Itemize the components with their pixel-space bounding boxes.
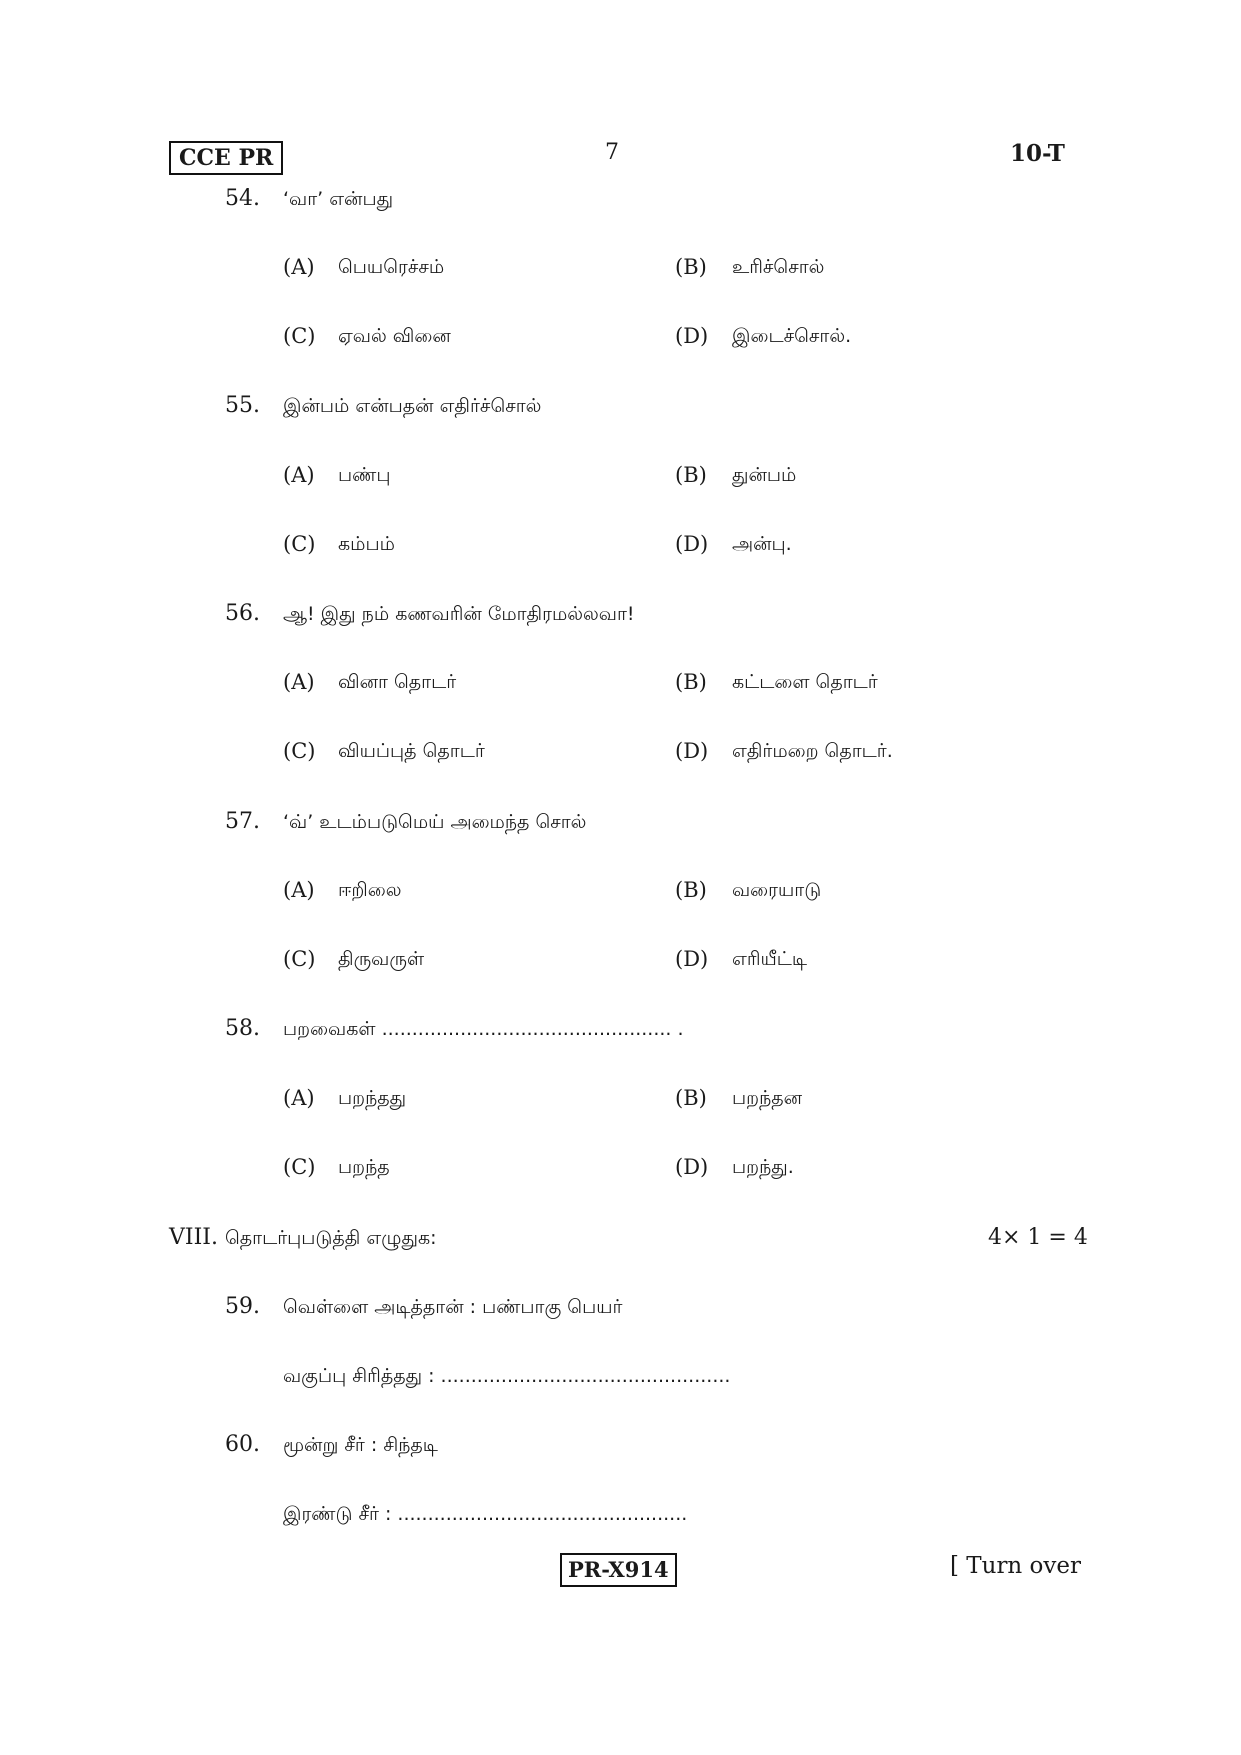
option-text: எதிர்மறை தொடர். (732, 740, 893, 762)
question-text: ‘வா’ என்பது (283, 188, 394, 210)
answer-line: வகுப்பு சிரித்தது : ................................................ (283, 1365, 731, 1387)
question-number: 55. (225, 393, 260, 418)
option-text: பறந்த (338, 1156, 390, 1178)
question-number: 60. (225, 1432, 260, 1457)
option-text: ஈறிலை (338, 879, 402, 901)
option-label: (D) (675, 532, 709, 556)
section-number: VIII. (169, 1225, 218, 1250)
option-text: வினா தொடர் (338, 671, 457, 693)
option-text: வரையாடு (732, 879, 822, 901)
option-text: துன்பம் (732, 464, 797, 486)
paper-code: 10-T (1010, 140, 1065, 167)
section-marks: 4× 1 = 4 (988, 1225, 1088, 1250)
option-label: (C) (283, 1155, 316, 1179)
option-label: (B) (675, 255, 707, 279)
option-text: பறந்து. (732, 1156, 794, 1178)
option-text: அன்பு. (732, 533, 792, 555)
turn-over-note: [ Turn over (950, 1553, 1082, 1579)
option-label: (A) (283, 878, 315, 902)
question-text: இன்பம் என்பதன் எதிர்ச்சொல் (283, 395, 542, 417)
option-text: கட்டளை தொடர் (732, 671, 878, 693)
header-code-box: CCE PR (169, 141, 283, 175)
option-label: (C) (283, 947, 316, 971)
option-label: (C) (283, 739, 316, 763)
page-number: 7 (605, 140, 619, 165)
option-text: எரியீட்டி (732, 948, 808, 970)
question-text: பறவைகள் ................................................ . (283, 1018, 684, 1040)
question-number: 57. (225, 809, 260, 834)
section-title: தொடர்புபடுத்தி எழுதுக: (225, 1227, 437, 1249)
option-label: (C) (283, 532, 316, 556)
answer-line: இரண்டு சீர் : ................................................ (283, 1503, 688, 1525)
option-label: (D) (675, 1155, 709, 1179)
option-text: பெயரெச்சம் (338, 256, 445, 278)
question-text: ஆ! இது நம் கணவரின் மோதிரமல்லவா! (283, 603, 635, 625)
footer-code-box: PR-X914 (560, 1553, 677, 1587)
option-text: பறந்தது (338, 1087, 407, 1109)
option-label: (A) (283, 670, 315, 694)
option-label: (D) (675, 739, 709, 763)
question-text: மூன்று சீர் : சிந்தடி (283, 1434, 438, 1456)
option-label: (B) (675, 670, 707, 694)
option-label: (B) (675, 1086, 707, 1110)
question-number: 56. (225, 601, 260, 626)
question-number: 58. (225, 1016, 260, 1041)
question-number: 54. (225, 186, 260, 211)
option-label: (A) (283, 1086, 315, 1110)
option-text: கம்பம் (338, 533, 395, 555)
option-text: இடைச்சொல். (732, 325, 852, 347)
option-text: பறந்தன (732, 1087, 803, 1109)
question-text: வெள்ளை அடித்தான் : பண்பாகு பெயர் (283, 1296, 623, 1318)
option-label: (C) (283, 324, 316, 348)
option-label: (A) (283, 255, 315, 279)
option-text: ஏவல் வினை (338, 325, 451, 347)
option-label: (A) (283, 463, 315, 487)
option-label: (D) (675, 947, 709, 971)
option-text: பண்பு (338, 464, 391, 486)
question-number: 59. (225, 1294, 260, 1319)
option-label: (B) (675, 878, 707, 902)
option-label: (D) (675, 324, 709, 348)
option-text: உரிச்சொல் (732, 256, 825, 278)
option-text: வியப்புத் தொடர் (338, 740, 485, 762)
option-label: (B) (675, 463, 707, 487)
option-text: திருவருள் (338, 948, 425, 970)
question-text: ‘வ்’ உடம்படுமெய் அமைந்த சொல் (283, 811, 587, 833)
